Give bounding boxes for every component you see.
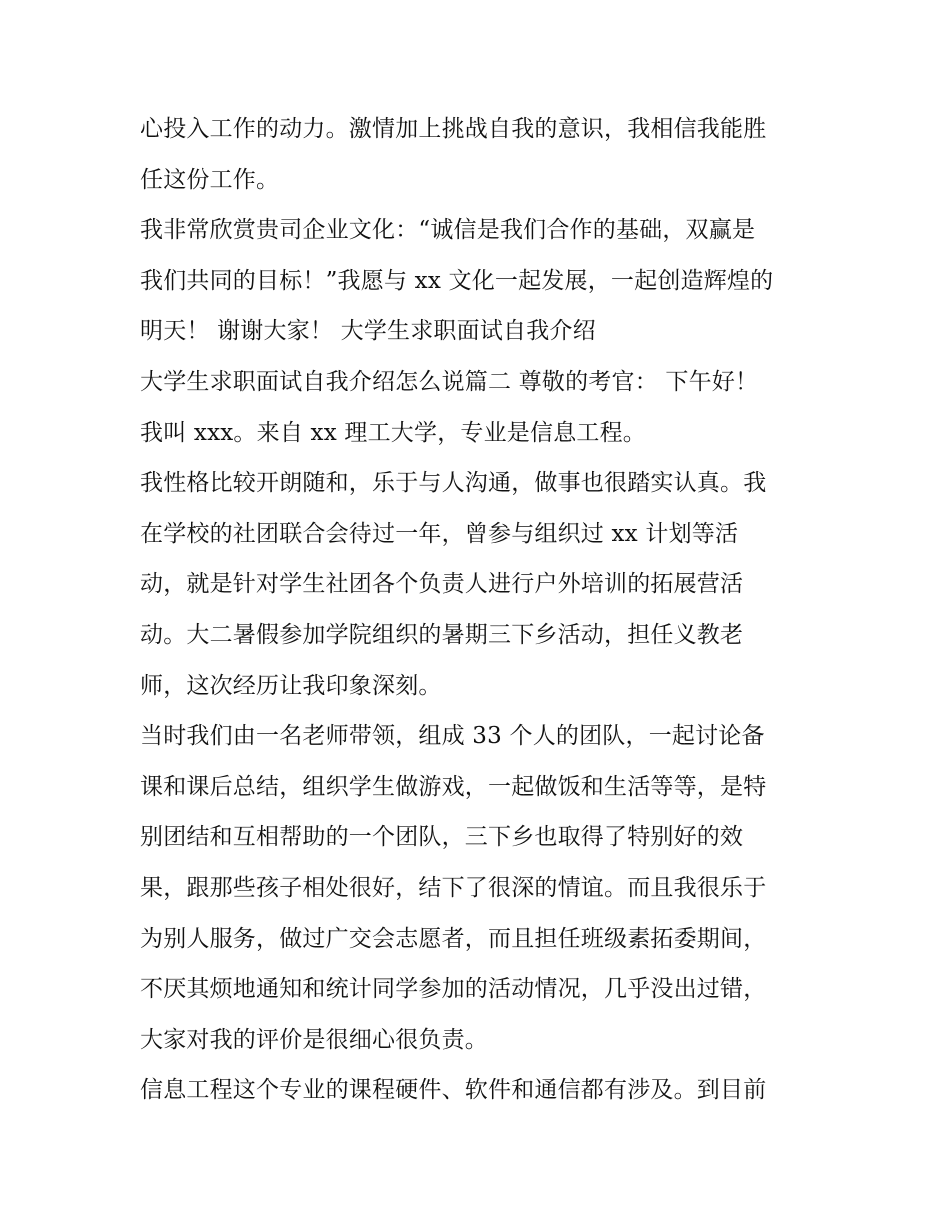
text-line: 我性格比较开朗随和，乐于与人沟通，做事也很踏实认真。我 [140, 470, 767, 497]
text-line: 在学校的社团联合会待过一年，曾参与组织过 xx 计划等活 [140, 520, 739, 547]
document-body [140, 104, 830, 1116]
text-line: 不厌其烦地通知和统计同学参加的活动情况，几乎没出过错， [140, 976, 767, 1003]
text-line: 当时我们由一名老师带领，组成 33 个人的团队，一起讨论备 [140, 723, 765, 750]
text-line: 任这份工作。 [140, 166, 280, 193]
text-line: 大学生求职面试自我介绍怎么说篇二 尊敬的考官： 下午好！ [140, 368, 759, 395]
text-line: 师，这次经历让我印象深刻。 [140, 672, 442, 699]
text-line: 果，跟那些孩子相处很好，结下了很深的情谊。而且我很乐于 [140, 874, 767, 901]
text-line: 心投入工作的动力。激情加上挑战自我的意识，我相信我能胜 [140, 116, 767, 142]
text-line: 别团结和互相帮助的一个团队，三下乡也取得了特别好的效 [140, 824, 744, 851]
text-line: 信息工程这个专业的课程硬件、软件和通信都有涉及。到目前 [140, 1077, 767, 1104]
text-line: 我们共同的目标！”我愿与 xx 文化一起发展，一起创造辉煌的 [140, 267, 774, 294]
text-line: 动，就是针对学生社团各个负责人进行户外培训的拓展营活 [140, 571, 744, 598]
text-line: 我叫 xxx。来自 xx 理工大学，专业是信息工程。 [140, 419, 646, 446]
text-line: 明天！ 谢谢大家！ 大学生求职面试自我介绍 [140, 318, 596, 345]
text-line: 我非常欣赏贵司企业文化：“诚信是我们合作的基础，双赢是 [140, 217, 756, 244]
text-line: 为别人服务，做过广交会志愿者，而且担任班级素拓委期间， [140, 925, 767, 952]
text-line: 课和课后总结，组织学生做游戏，一起做饭和生活等等，是特 [140, 773, 767, 800]
text-line: 动。大二暑假参加学院组织的暑期三下乡活动，担任义教老 [140, 621, 744, 648]
text-line: 大家对我的评价是很细心很负责。 [140, 1026, 488, 1053]
